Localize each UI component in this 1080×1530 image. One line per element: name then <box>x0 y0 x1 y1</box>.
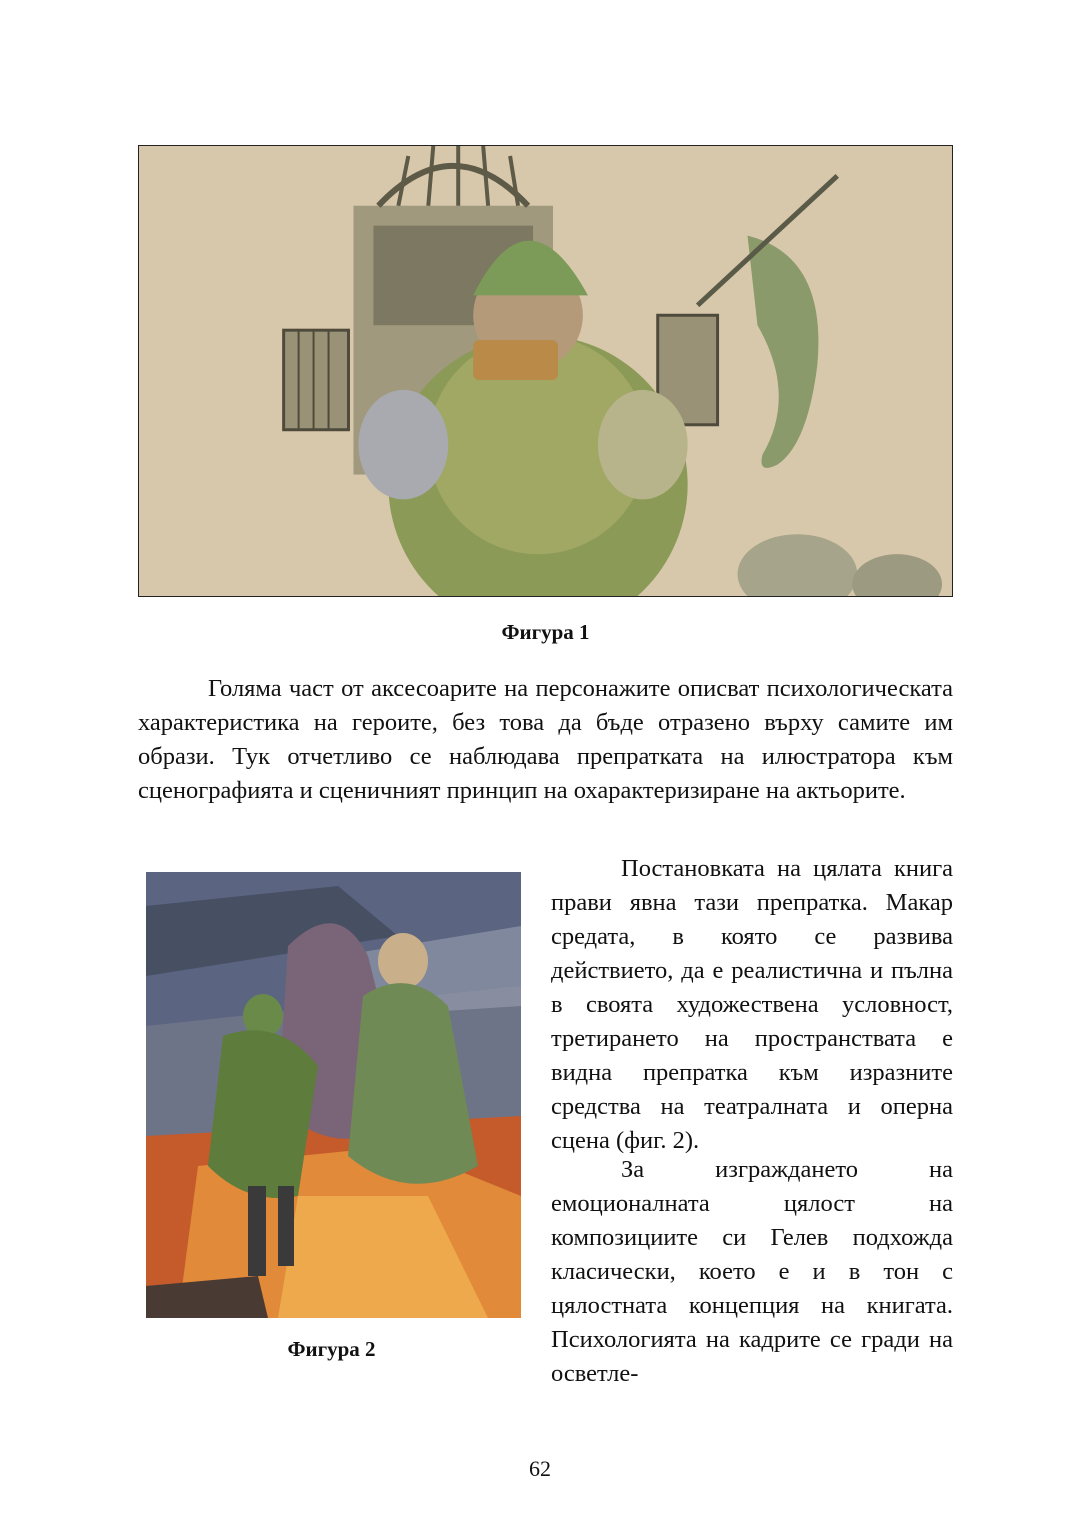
body-paragraph-2: Постановката на цялата книга прави явна тази препратка. Макар средата, в която се развива действието, да е реалистична и пълна в своята художествена условност, третирането на пространствата е видна препратка към изразните средства на театралната и оперна сцена (фиг. 2). <box>551 855 953 1154</box>
figure-1-image <box>138 145 953 597</box>
figure-2-image <box>138 866 525 1322</box>
page-number: 62 <box>529 1456 551 1481</box>
figure-1-illustration <box>139 146 952 596</box>
body-paragraph-3: За изграждането на емоционалната цялост на композициите си Гелев подхожда класически, което е и в тон с цялостната концепция на книгата. Психологията на кадрите се гради на осветле- <box>551 1156 953 1387</box>
figure-1-caption: Фигура 1 <box>501 620 590 644</box>
figure-2-caption: Фигура 2 <box>287 1337 376 1361</box>
body-paragraph-1: Голяма част от аксесоарите на персонажите описват психологическата характеристика на героите, без това да бъде отразено върху самите им образи. Тук отчетливо се наблюдава препратката на илюстратора към сценографията и сценичният принцип на охарактеризиране на актьорите. <box>138 675 953 804</box>
figure-2-illustration <box>138 866 525 1322</box>
